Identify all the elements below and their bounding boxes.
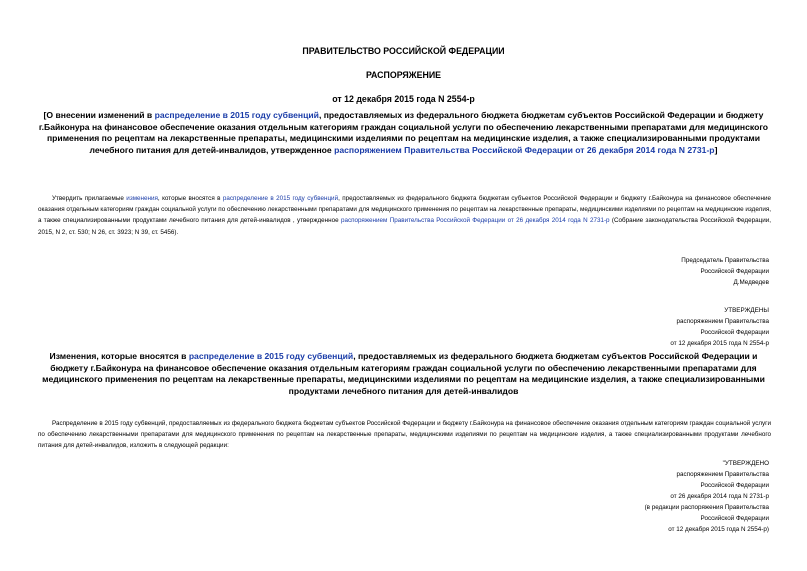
- revised-line-4: от 26 декабря 2014 года N 2731-р: [670, 493, 769, 500]
- approval-stamp: [670, 305, 769, 349]
- approval-line-4: от 12 декабря 2015 года N 2554-р: [670, 340, 769, 347]
- document-date-number: от 12 декабря 2015 года N 2554-р: [332, 94, 475, 104]
- document-title: [36, 110, 771, 156]
- revised-line-6: Российской Федерации: [700, 515, 769, 522]
- changes-title: [36, 351, 771, 397]
- para-mid2: , предоставляемых из федерального бюджета бюджетам субъектов Российской Федерации и бюджету г.Байконура на финансовое обеспечение оказания отдельным категориям граждан социальной услуги по обеспечению лекарственными препаратами для медицинского применения по рецептам на лекарственные препараты, медицинскими изделиями по рецептам на медицинские изделия, а также специализированными продуктами лечебного питания для детей-инвалидов , утвержденное: [38, 195, 772, 225]
- changes-title-suffix: , предоставляемых из федерального бюджета бюджетам субъектов Российской Федерации и бюджету г.Байконура на финансовое обеспечение оказания отдельным категориям граждан социальной услуги по обеспечению лекарственными препаратами для медицинского применения по рецептам на лекарственные препараты, медицинскими изделиями по рецептам на медицинские изделия, а также специализированными продуктами лечебного питания для детей-инвалидов: [42, 351, 765, 396]
- changes-distribution-link[interactable]: распределение в 2015 году субвенций: [188, 351, 354, 361]
- title-prefix: [О внесении изменений в: [43, 110, 155, 120]
- government-heading: ПРАВИТЕЛЬСТВО РОССИЙСКОЙ ФЕДЕРАЦИИ: [302, 46, 505, 56]
- para-suffix: (Собрание законодательства Российской Федерации, 2015, N 2, ст. 530; N 26, ст. 3923; N 39, ст. 5456).: [38, 217, 771, 236]
- para-prefix: Утвердить прилагаемые: [52, 195, 127, 202]
- revised-approval-label: "УТВЕРЖДЕНО: [722, 460, 769, 467]
- distribution-link[interactable]: распределение в 2015 году субвенций: [154, 110, 319, 120]
- signature-position: Председатель Правительства: [681, 257, 769, 264]
- para-mid1: , которые вносятся в: [157, 195, 223, 202]
- approval-line-2: распоряжением Правительства: [676, 318, 769, 325]
- revised-line-3: Российской Федерации: [700, 482, 769, 489]
- title-suffix: ]: [714, 144, 718, 155]
- approval-line-3: Российской Федерации: [700, 329, 769, 336]
- document-type-heading: РАСПОРЯЖЕНИЕ: [365, 70, 442, 80]
- title-middle: , предоставляемых из федерального бюджета бюджетам субъектов Российской Федерации и бюджету г.Байконура на финансовое обеспечение оказания отдельным категориям граждан социальной услуги по обеспечению лекарственными препаратами для медицинского применения по рецептам на лекарственные препараты, медицинскими изделиями по рецептам на медицинские изделия, а также специализированными продуктами лечебного питания для детей-инвалидов, утвержденное: [38, 110, 769, 155]
- changes-link[interactable]: изменения: [126, 195, 158, 202]
- changes-title-prefix: Изменения, которые вносятся в: [49, 351, 189, 361]
- para-distribution-link[interactable]: распределение в 2015 году субвенций: [222, 195, 339, 202]
- revised-line-7: от 12 декабря 2015 года N 2554-р): [668, 526, 769, 533]
- signature-name: Д.Медведев: [733, 279, 769, 286]
- signature-block: [681, 255, 769, 288]
- revised-line-2: распоряжением Правительства: [676, 471, 769, 478]
- approval-label: УТВЕРЖДЕНЫ: [724, 307, 769, 314]
- signature-organization: Российской Федерации: [700, 268, 769, 275]
- approval-stamp-revised: [645, 458, 769, 535]
- para-decree-2731-link[interactable]: распоряжением Правительства Российской Федерации от 26 декабря 2014 года N 2731-р: [340, 217, 610, 225]
- changes-paragraph: Распределение в 2015 году субвенций, предоставляемых из федерального бюджета бюджетам субъектов Российской Федерации и бюджету г.Байконура на финансовое обеспечение оказания отдельным категориям граждан социальной услуги по обеспечению лекарственными препаратами для медицинского применения по рецептам на лекарственные препараты, медицинскими изделиями по рецептам на медицинские изделия, а также специализированными продуктами лечебного питания для детей-инвалидов, изложить в следующей редакции:: [38, 420, 771, 450]
- decree-2731-link[interactable]: распоряжением Правительства Российской Федерации от 26 декабря 2014 года N 2731-р: [334, 144, 715, 155]
- decree-paragraph: [38, 193, 771, 238]
- revised-line-5: (в редакции распоряжения Правительства: [644, 504, 769, 511]
